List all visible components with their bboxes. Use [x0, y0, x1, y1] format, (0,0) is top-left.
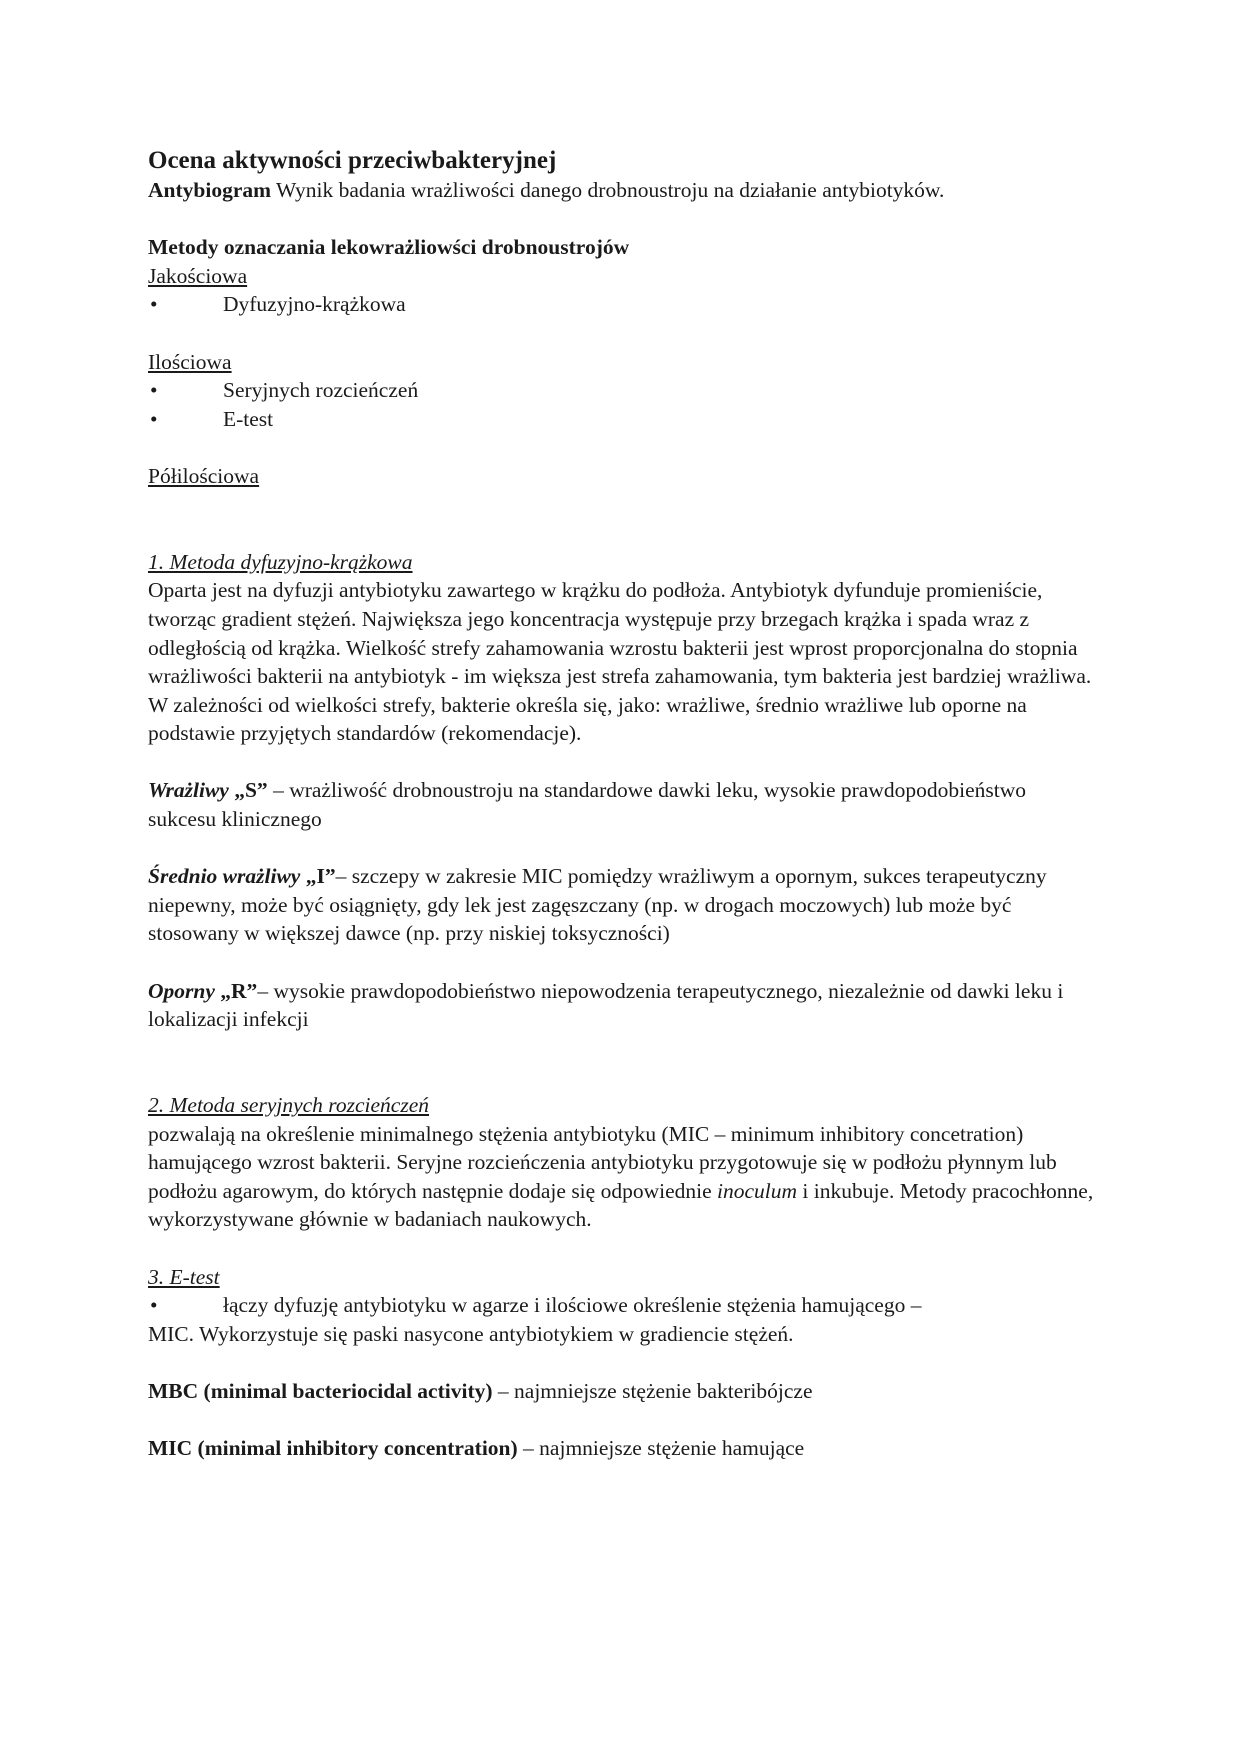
resistant-term: Oporny — [148, 978, 215, 1003]
sensitive-code: „S” — [228, 778, 268, 803]
list-item — [148, 290, 1098, 319]
list-item — [148, 1291, 1098, 1320]
mic-definition — [148, 1434, 1098, 1463]
section1-heading: 1. Metoda dyfuzyjno-krążkowa — [148, 549, 413, 574]
resistant-text: – wysokie prawdopodobieństwo niepowodzenia terapeutycznego, niezależnie od dawki leku i lokalizacji infekcji — [148, 978, 1064, 1032]
resistant-definition — [148, 977, 1098, 1034]
document-page — [148, 146, 1098, 1463]
section3-text-a: łączy dyfuzję antybiotyku w agarze i ilościowe określenie stężenia hamującego – — [223, 1293, 922, 1318]
list-item — [148, 405, 1098, 434]
resistant-code: „R” — [214, 978, 258, 1003]
quantitative-label: Ilościowa — [148, 349, 232, 374]
sensitive-text: – wrażliwość drobnoustroju na standardowe dawki leku, wysokie prawdopodobieństwo sukcesu klinicznego — [148, 778, 1027, 832]
list-item-text: Dyfuzyjno-krążkowa — [223, 292, 406, 317]
intro-paragraph — [148, 176, 1098, 205]
bullet-icon: • — [150, 1293, 158, 1318]
section3-heading: 3. E-test — [148, 1264, 220, 1289]
bullet-icon: • — [150, 378, 158, 403]
intermediate-text: – szczepy w zakresie MIC pomiędzy wrażliwym a opornym, sukces terapeutyczny niepewny, może być osiągnięty, gdy lek jest zagęszczany (np. w drogach moczowych) lub może być stosowany w większej dawce (np. przy niskiej toksyczności) — [148, 864, 1047, 946]
bullet-icon: • — [150, 406, 158, 431]
mbc-definition — [148, 1377, 1098, 1406]
qualitative-label: Jakościowa — [148, 263, 248, 288]
intro-text: Wynik badania wrażliwości danego drobnoustroju na działanie antybiotyków. — [271, 178, 945, 202]
intermediate-code: „I” — [300, 864, 336, 889]
section1-body: Oparta jest na dyfuzji antybiotyku zawartego w krążku do podłoża. Antybiotyk dyfunduje promieniście, tworząc gradient stężeń. Największa jego koncentracja występuje przy brzegach krążka i spada wraz z odległością od krążka. Wielkość strefy zahamowania wzrostu bakterii jest wprost proporcjonalna do stopnia wrażliwości bakterii na antybiotyk - im większa jest strefa zahamowania, tym bakteria jest bardziej wrażliwa. W zależności od wielkości strefy, bakterie określa się, jako: wrażliwe, średnio wrażliwe lub oporne na podstawie przyjętych standardów (rekomendacje). — [148, 578, 1092, 746]
mic-term: MIC (minimal inhibitory concentration) — [148, 1436, 518, 1461]
sensitive-term: Wrażliwy — [148, 778, 229, 803]
section2-body — [148, 1120, 1098, 1234]
semi-quantitative-label: Półilościowa — [148, 463, 260, 488]
mic-text: – najmniejsze stężenie hamujące — [517, 1436, 805, 1461]
list-item-text: Seryjnych rozcieńczeń — [223, 378, 419, 403]
mbc-text: – najmniejsze stężenie bakteribójcze — [492, 1378, 813, 1403]
list-item — [148, 376, 1098, 405]
section2-body-b: i inkubuje. Metody pracochłonne, wykorzystywane głównie w badaniach naukowych. — [148, 1178, 1094, 1232]
section2-heading: 2. Metoda seryjnych rozcieńczeń — [148, 1093, 430, 1117]
intermediate-term: Średnio wrażliwy — [148, 864, 301, 889]
section3-text-b: MIC. Wykorzystuje się paski nasycone antybiotykiem w gradiencie stężeń. — [148, 1321, 794, 1346]
methods-heading: Metody oznaczania lekowrażliowści drobnoustrojów — [148, 235, 630, 260]
list-item-text: E-test — [223, 406, 274, 431]
intermediate-definition — [148, 862, 1098, 948]
sensitive-definition — [148, 776, 1098, 833]
section2-italic-term: inoculum — [717, 1178, 798, 1203]
mbc-term: MBC (minimal bacteriocidal activity) — [148, 1378, 493, 1403]
bullet-icon: • — [150, 292, 158, 317]
document-title: Ocena aktywności przeciwbakteryjnej — [148, 147, 557, 174]
intro-term: Antybiogram — [148, 178, 272, 202]
section2-body-a: pozwalają na określenie minimalnego stężenia antybiotyku (MIC – minimum inhibitory concetration) hamującego wzrost bakterii. Seryjne rozcieńczenia antybiotyku przygotowuje się w podłożu płynnym lub podłożu agarowym, do których następnie dodaje się odpowiednie — [148, 1121, 1057, 1203]
